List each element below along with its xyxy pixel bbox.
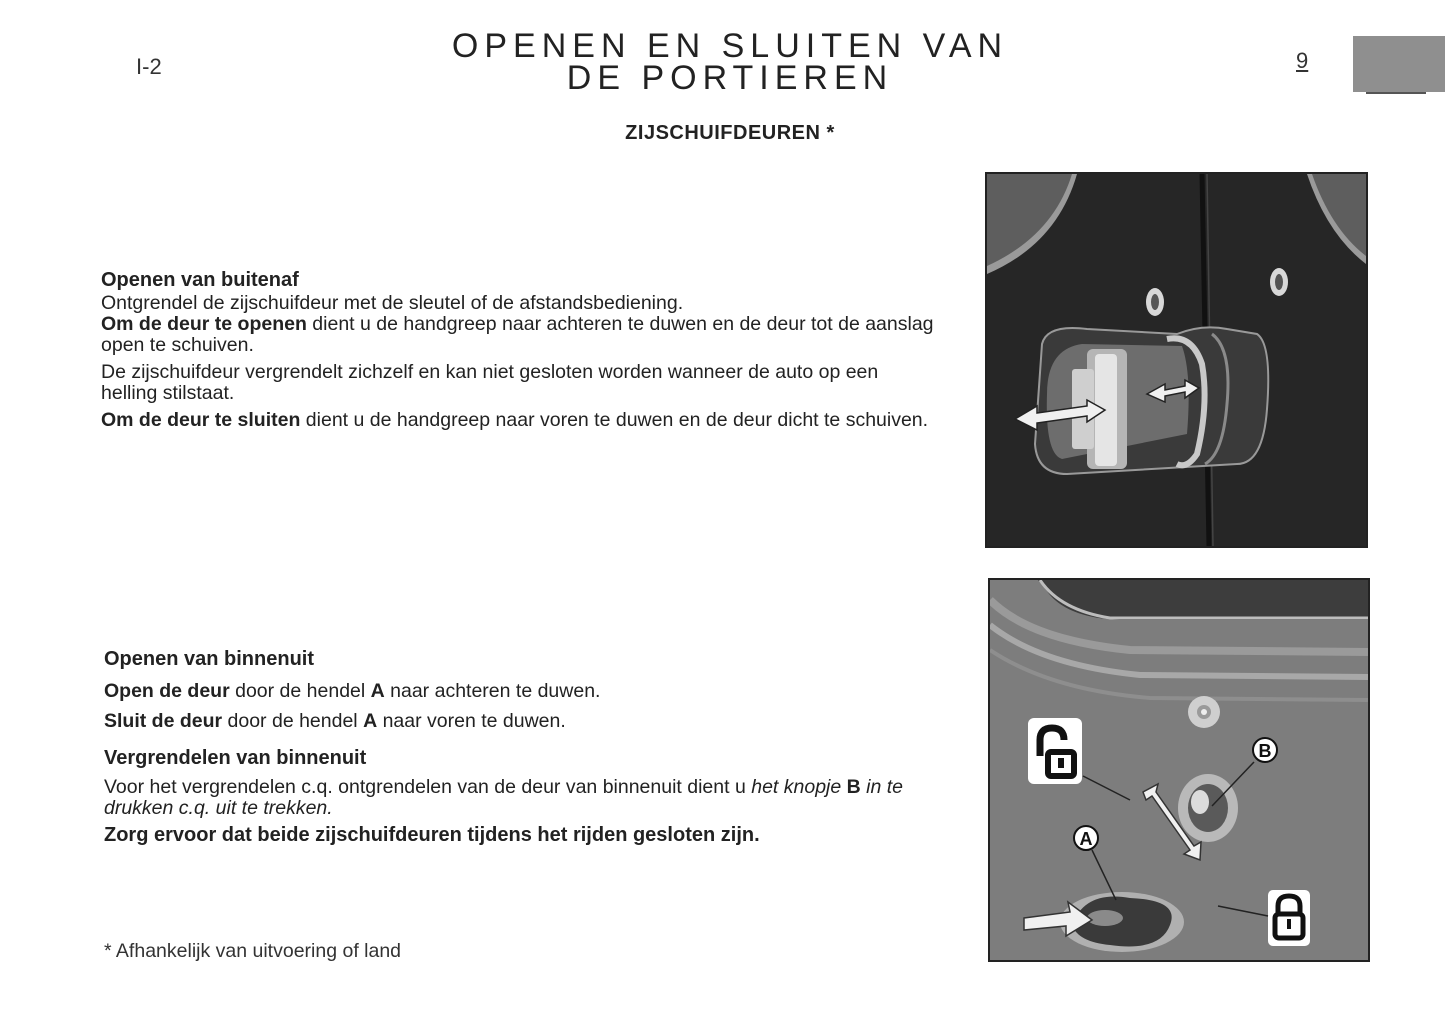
callout-b-label: B: [1258, 741, 1272, 761]
chapter-label: I-2: [136, 54, 162, 79]
chapter-tab: [1353, 36, 1445, 92]
page-number: 9: [1296, 48, 1309, 73]
paragraph-open-door: [101, 314, 936, 356]
heading-open-outside: Openen van buitenaf: [101, 269, 299, 291]
heading-open-inside: Openen van binnenuit: [104, 648, 315, 670]
page-title-line-1: OPENEN EN SLUITEN VAN: [451, 27, 1009, 65]
text-open-door: dient u de handgreep naar achteren te duwen en de deur tot de aanslag open te schuiven.: [101, 313, 934, 356]
paragraph-auto-lock: De zijschuifdeur vergrendelt zichzelf en kan niet gesloten worden wanneer de auto op een helling stilstaat.: [101, 361, 879, 404]
letter-b: B: [846, 776, 861, 798]
figure-exterior-handle: [985, 172, 1368, 548]
warning-text: Zorg ervoor dat beide zijschuifdeuren tijdens het rijden gesloten zijn.: [104, 824, 760, 846]
paragraph-close-door: [101, 410, 936, 431]
paragraph-unlock: Ontgrendel de zijschuifdeur met de sleutel of de afstandsbediening.: [101, 292, 684, 314]
emphasis-open-door: Om de deur te openen: [101, 313, 307, 335]
page-title: [360, 27, 1100, 97]
text-inside-close-mid: door de hendel: [222, 710, 364, 732]
callout-a-label: A: [1079, 829, 1093, 849]
heading-lock-inside: Vergrendelen van binnenuit: [104, 747, 367, 769]
letter-a-close: A: [363, 710, 378, 732]
text-close-door: dient u de handgreep naar voren te duwen en de deur dicht te schuiven.: [300, 409, 929, 431]
paragraph-inside-close: [104, 706, 944, 736]
chapter-tab-underline: [1366, 92, 1426, 94]
section-subtitle: ZIJSCHUIFDEUREN *: [625, 122, 835, 144]
unlock-symbol-icon: [1028, 718, 1082, 784]
letter-a-open: A: [370, 680, 385, 702]
emphasis-inside-open: Open de deur: [104, 680, 230, 702]
section-open-inside: [104, 644, 944, 736]
text-inside-open-mid: door de hendel: [229, 680, 371, 702]
text-inside-open-rest: naar achteren te duwen.: [384, 680, 601, 702]
paragraph-inside-open: [104, 676, 944, 706]
emphasis-close-door: Om de deur te sluiten: [101, 409, 301, 431]
interior-handle-illustration: [990, 580, 1368, 960]
emphasis-inside-close: Sluit de deur: [104, 710, 223, 732]
exterior-handle-illustration: [987, 174, 1366, 546]
footnote: * Afhankelijk van uitvoering of land: [104, 940, 402, 962]
text-lock-italic-1: het knopje: [751, 776, 847, 798]
section-lock-inside: [104, 748, 944, 846]
paragraph-lock: [104, 777, 944, 819]
section-open-outside: [101, 270, 936, 431]
text-lock-a: Voor het vergrendelen c.q. ontgrendelen van de deur van binnenuit dient u: [104, 776, 752, 798]
text-lock-italic-2: in te drukken c.q. uit te trekken.: [104, 776, 904, 819]
text-inside-close-rest: naar voren te duwen.: [377, 710, 566, 732]
figure-interior-handle: [988, 578, 1370, 962]
page-title-line-2: DE PORTIEREN: [566, 59, 894, 97]
lock-symbol-icon: [1268, 890, 1310, 946]
